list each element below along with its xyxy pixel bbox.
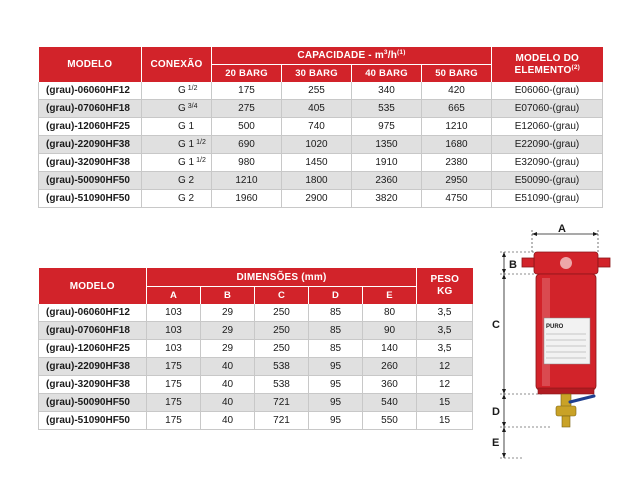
cell-a: 103 (147, 304, 201, 322)
arrow-b-bottom (502, 269, 506, 274)
cell-model: (grau)-06060HF12 (39, 82, 142, 100)
cell-v50: 1680 (422, 136, 492, 154)
cell-a: 175 (147, 358, 201, 376)
dimensions-row (39, 412, 473, 430)
header-pressure-40: 40 BARG (352, 65, 422, 83)
cell-c: 538 (255, 376, 309, 394)
cell-d: 95 (309, 376, 363, 394)
cell-a: 103 (147, 340, 201, 358)
cell-v30: 1800 (282, 172, 352, 190)
cell-b: 29 (201, 340, 255, 358)
connection-size: G 1 (178, 157, 195, 168)
cell-model: (grau)-32090HF38 (39, 376, 147, 394)
cell-b: 40 (201, 376, 255, 394)
arrow-d-top (502, 394, 506, 399)
dim-a-arrow-right (593, 232, 598, 236)
cell-v50: 420 (422, 82, 492, 100)
capacity-table-body (39, 82, 603, 208)
cell-kg: 12 (417, 376, 473, 394)
cell-d: 95 (309, 412, 363, 430)
dim-label-e: E (492, 437, 500, 449)
cell-v20: 175 (212, 82, 282, 100)
cell-element: E51090-(grau) (492, 190, 603, 208)
connection-size: G 1 (178, 139, 195, 150)
header-pressure-30: 30 BARG (282, 65, 352, 83)
outlet-port (598, 258, 610, 267)
cell-a: 175 (147, 394, 201, 412)
dim-label-c: C (492, 319, 500, 331)
cell-e: 80 (363, 304, 417, 322)
cell-v40: 1350 (352, 136, 422, 154)
header-element-model: MODELO DO ELEMENTO$^{(2)}$ (492, 47, 603, 82)
capacity-table (38, 47, 603, 208)
cell-v50: 1210 (422, 118, 492, 136)
cell-kg: 12 (417, 358, 473, 376)
cell-element: E22090-(grau) (492, 136, 603, 154)
arrow-e-top (502, 427, 506, 432)
cell-model: (grau)-32090HF38 (39, 154, 142, 172)
cell-kg: 3,5 (417, 322, 473, 340)
cell-a: 103 (147, 322, 201, 340)
cell-d: 95 (309, 394, 363, 412)
arrow-b-top (502, 252, 506, 257)
dim-header-c: C (255, 287, 309, 305)
header-connection: CONEXÃO (142, 47, 212, 82)
dim-a-arrow-left (532, 232, 537, 236)
dim-header-d: D (309, 287, 363, 305)
cell-model: (grau)-07060HF18 (39, 322, 147, 340)
cell-conn (142, 190, 212, 208)
cell-conn (142, 154, 212, 172)
capacity-row (39, 172, 603, 190)
cell-v40: 2360 (352, 172, 422, 190)
dim-label-a: A (558, 223, 566, 235)
cell-b: 40 (201, 394, 255, 412)
cell-v20: 1210 (212, 172, 282, 190)
drain-outlet (562, 416, 570, 427)
cell-c: 721 (255, 412, 309, 430)
cell-d: 85 (309, 340, 363, 358)
cell-b: 29 (201, 304, 255, 322)
cell-kg: 3,5 (417, 340, 473, 358)
cell-model: (grau)-12060HF25 (39, 118, 142, 136)
capacity-row (39, 190, 603, 208)
cell-e: 540 (363, 394, 417, 412)
dimensions-row (39, 304, 473, 322)
connection-size: G (178, 103, 186, 114)
cell-c: 250 (255, 322, 309, 340)
cell-model: (grau)-51090HF50 (39, 190, 142, 208)
cell-kg: 15 (417, 394, 473, 412)
cell-v40: 1910 (352, 154, 422, 172)
inlet-port (522, 258, 534, 267)
cell-element: E50090-(grau) (492, 172, 603, 190)
cell-v50: 4750 (422, 190, 492, 208)
drain-valve-fitting (556, 406, 576, 416)
cell-v20: 275 (212, 100, 282, 118)
dim-header-e: E (363, 287, 417, 305)
cell-c: 250 (255, 304, 309, 322)
drain-valve-handle (570, 396, 594, 402)
cell-d: 85 (309, 304, 363, 322)
cell-model: (grau)-06060HF12 (39, 304, 147, 322)
cell-v30: 405 (282, 100, 352, 118)
cell-b: 40 (201, 358, 255, 376)
cell-element: E32090-(grau) (492, 154, 603, 172)
arrow-d-bottom (502, 422, 506, 427)
dim-header-a: A (147, 287, 201, 305)
capacity-row (39, 118, 603, 136)
cell-model: (grau)-50090HF50 (39, 172, 142, 190)
cell-conn (142, 82, 212, 100)
cell-v40: 340 (352, 82, 422, 100)
header-pressure-20: 20 BARG (212, 65, 282, 83)
dim-header-model: MODELO (39, 268, 147, 304)
cell-v40: 975 (352, 118, 422, 136)
dim-label-d: D (492, 406, 500, 418)
cell-v40: 3820 (352, 190, 422, 208)
dimensions-row (39, 340, 473, 358)
dim-header-b: B (201, 287, 255, 305)
capacity-row (39, 154, 603, 172)
cell-element: E12060-(grau) (492, 118, 603, 136)
cell-kg: 15 (417, 412, 473, 430)
cell-model: (grau)-50090HF50 (39, 394, 147, 412)
connection-fraction: 1/2 (196, 139, 206, 146)
cell-e: 360 (363, 376, 417, 394)
dimensions-row (39, 358, 473, 376)
cell-v20: 1960 (212, 190, 282, 208)
header-pressure-50: 50 BARG (422, 65, 492, 83)
connection-size: G 2 (178, 193, 195, 204)
cell-e: 90 (363, 322, 417, 340)
dimensions-table (38, 268, 473, 430)
dimensions-row (39, 394, 473, 412)
cell-v20: 980 (212, 154, 282, 172)
arrow-c-bottom (502, 389, 506, 394)
cell-v40: 535 (352, 100, 422, 118)
header-model: MODELO (39, 47, 142, 82)
cell-v50: 665 (422, 100, 492, 118)
bowl-bottom-ring (538, 388, 594, 394)
cell-model: (grau)-22090HF38 (39, 136, 142, 154)
cell-v20: 500 (212, 118, 282, 136)
cell-model: (grau)-22090HF38 (39, 358, 147, 376)
connection-size: G 1 (178, 121, 195, 132)
dim-label-b: B (509, 259, 517, 271)
dimensions-table-body (39, 304, 473, 430)
dimensions-row (39, 322, 473, 340)
cell-c: 721 (255, 394, 309, 412)
connection-size: G 2 (178, 175, 195, 186)
dim-header-dimensions: DIMENSÕES (mm) (147, 268, 417, 287)
connection-fraction: 3/4 (187, 103, 198, 110)
cell-d: 95 (309, 358, 363, 376)
arrow-c-top (502, 274, 506, 279)
cell-c: 538 (255, 358, 309, 376)
cell-model: (grau)-51090HF50 (39, 412, 147, 430)
cell-a: 175 (147, 376, 201, 394)
cell-v50: 2950 (422, 172, 492, 190)
cell-kg: 3,5 (417, 304, 473, 322)
cell-v30: 255 (282, 82, 352, 100)
cell-element: E06060-(grau) (492, 82, 603, 100)
head-logo-icon (560, 257, 572, 269)
brand-text: PURO (546, 324, 564, 330)
connection-fraction: 1/2 (196, 157, 206, 164)
cell-c: 250 (255, 340, 309, 358)
arrow-e-bottom (502, 453, 506, 458)
cell-v30: 2900 (282, 190, 352, 208)
cell-e: 260 (363, 358, 417, 376)
connection-fraction: 1/2 (187, 85, 198, 92)
dimensions-row (39, 376, 473, 394)
cell-a: 175 (147, 412, 201, 430)
cell-model: (grau)-07060HF18 (39, 100, 142, 118)
connection-size: G (178, 85, 186, 96)
cell-b: 40 (201, 412, 255, 430)
cell-b: 29 (201, 322, 255, 340)
cell-v50: 2380 (422, 154, 492, 172)
capacity-row (39, 136, 603, 154)
cell-v30: 1020 (282, 136, 352, 154)
cell-v20: 690 (212, 136, 282, 154)
cell-e: 550 (363, 412, 417, 430)
filter-dimension-diagram (482, 222, 632, 462)
capacity-row (39, 100, 603, 118)
cell-model: (grau)-12060HF25 (39, 340, 147, 358)
cell-conn (142, 118, 212, 136)
capacity-row (39, 82, 603, 100)
cell-v30: 740 (282, 118, 352, 136)
cell-conn (142, 172, 212, 190)
cell-v30: 1450 (282, 154, 352, 172)
cell-conn (142, 136, 212, 154)
cell-e: 140 (363, 340, 417, 358)
cell-conn (142, 100, 212, 118)
header-capacity: CAPACIDADE - $m^3/h^{(1)}$ (212, 47, 492, 65)
cell-d: 85 (309, 322, 363, 340)
cell-element: E07060-(grau) (492, 100, 603, 118)
dim-header-weight: PESO KG (417, 268, 473, 304)
